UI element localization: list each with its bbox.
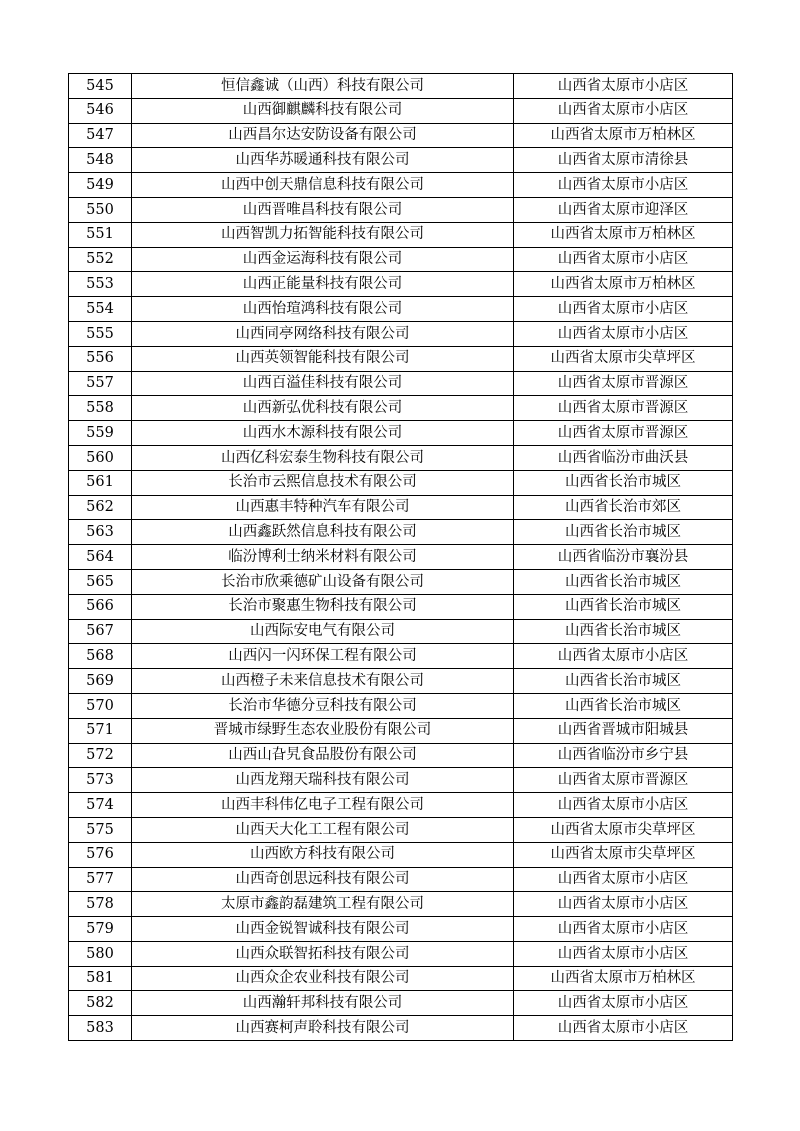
row-number: 564 xyxy=(69,545,132,570)
company-name: 山西昌尔达安防设备有限公司 xyxy=(132,123,514,148)
company-location: 山西省晋城市阳城县 xyxy=(514,718,733,743)
row-number: 579 xyxy=(69,917,132,942)
table-row xyxy=(69,545,733,570)
company-name: 长治市华德分豆科技有限公司 xyxy=(132,693,514,718)
row-number: 548 xyxy=(69,148,132,173)
company-location: 山西省长治市城区 xyxy=(514,520,733,545)
company-location: 山西省临汾市襄汾县 xyxy=(514,545,733,570)
table-row xyxy=(69,594,733,619)
table-row xyxy=(69,817,733,842)
row-number: 565 xyxy=(69,569,132,594)
company-location: 山西省太原市小店区 xyxy=(514,247,733,272)
table-row xyxy=(69,173,733,198)
company-location: 山西省太原市小店区 xyxy=(514,941,733,966)
row-number: 570 xyxy=(69,693,132,718)
table-row xyxy=(69,197,733,222)
row-number: 576 xyxy=(69,842,132,867)
row-number: 583 xyxy=(69,1016,132,1041)
row-number: 545 xyxy=(69,74,132,99)
row-number: 547 xyxy=(69,123,132,148)
company-name: 山西惠丰特种汽车有限公司 xyxy=(132,495,514,520)
company-name: 恒信鑫诚（山西）科技有限公司 xyxy=(132,74,514,99)
row-number: 561 xyxy=(69,470,132,495)
company-location: 山西省长治市郊区 xyxy=(514,495,733,520)
company-name: 山西鑫跃然信息科技有限公司 xyxy=(132,520,514,545)
company-location: 山西省太原市小店区 xyxy=(514,917,733,942)
company-location: 山西省太原市小店区 xyxy=(514,892,733,917)
company-name: 山西同亭网络科技有限公司 xyxy=(132,321,514,346)
table-row xyxy=(69,470,733,495)
company-name: 山西瀚轩邦科技有限公司 xyxy=(132,991,514,1016)
table-row xyxy=(69,445,733,470)
table-row xyxy=(69,396,733,421)
company-location: 山西省长治市城区 xyxy=(514,569,733,594)
table-row xyxy=(69,669,733,694)
row-number: 573 xyxy=(69,768,132,793)
company-location: 山西省长治市城区 xyxy=(514,619,733,644)
table-row xyxy=(69,247,733,272)
company-name: 山西欧方科技有限公司 xyxy=(132,842,514,867)
company-location: 山西省太原市清徐县 xyxy=(514,148,733,173)
table-row xyxy=(69,644,733,669)
row-number: 554 xyxy=(69,297,132,322)
company-name: 山西金锐智诚科技有限公司 xyxy=(132,917,514,942)
company-location: 山西省太原市小店区 xyxy=(514,867,733,892)
row-number: 578 xyxy=(69,892,132,917)
row-number: 549 xyxy=(69,173,132,198)
company-name: 山西智凯力拓智能科技有限公司 xyxy=(132,222,514,247)
company-name: 山西山旮旯食品股份有限公司 xyxy=(132,743,514,768)
table-row xyxy=(69,966,733,991)
table-row xyxy=(69,346,733,371)
table-row xyxy=(69,619,733,644)
company-name: 山西众企农业科技有限公司 xyxy=(132,966,514,991)
table-row xyxy=(69,941,733,966)
table-row xyxy=(69,520,733,545)
company-location: 山西省长治市城区 xyxy=(514,669,733,694)
table-row xyxy=(69,867,733,892)
company-name: 山西丰科伟亿电子工程有限公司 xyxy=(132,793,514,818)
row-number: 563 xyxy=(69,520,132,545)
company-location: 山西省长治市城区 xyxy=(514,594,733,619)
company-name: 山西英领智能科技有限公司 xyxy=(132,346,514,371)
company-location: 山西省太原市小店区 xyxy=(514,793,733,818)
table-row xyxy=(69,1016,733,1041)
company-table xyxy=(68,73,733,1041)
company-name: 山西赛柯声聆科技有限公司 xyxy=(132,1016,514,1041)
company-location: 山西省太原市万柏林区 xyxy=(514,123,733,148)
company-name: 山西金运海科技有限公司 xyxy=(132,247,514,272)
company-name: 山西御麒麟科技有限公司 xyxy=(132,98,514,123)
table-row xyxy=(69,222,733,247)
table-row xyxy=(69,793,733,818)
company-name: 太原市鑫韵磊建筑工程有限公司 xyxy=(132,892,514,917)
company-name: 山西众联智拓科技有限公司 xyxy=(132,941,514,966)
company-name: 山西天大化工工程有限公司 xyxy=(132,817,514,842)
row-number: 551 xyxy=(69,222,132,247)
company-location: 山西省太原市尖草坪区 xyxy=(514,346,733,371)
table-row xyxy=(69,74,733,99)
row-number: 571 xyxy=(69,718,132,743)
table-row xyxy=(69,693,733,718)
company-name: 山西水木源科技有限公司 xyxy=(132,421,514,446)
company-location: 山西省太原市小店区 xyxy=(514,74,733,99)
row-number: 577 xyxy=(69,867,132,892)
company-name: 山西龙翔天瑞科技有限公司 xyxy=(132,768,514,793)
table-row xyxy=(69,148,733,173)
table-row xyxy=(69,917,733,942)
table-row xyxy=(69,569,733,594)
row-number: 556 xyxy=(69,346,132,371)
company-name: 临汾博利士纳米材料有限公司 xyxy=(132,545,514,570)
company-name: 山西奇创思远科技有限公司 xyxy=(132,867,514,892)
table-row xyxy=(69,321,733,346)
company-location: 山西省临汾市曲沃县 xyxy=(514,445,733,470)
company-name: 长治市聚惠生物科技有限公司 xyxy=(132,594,514,619)
table-row xyxy=(69,371,733,396)
company-location: 山西省太原市晋源区 xyxy=(514,371,733,396)
row-number: 574 xyxy=(69,793,132,818)
company-location: 山西省太原市万柏林区 xyxy=(514,222,733,247)
table-row xyxy=(69,768,733,793)
company-name: 山西闪一闪环保工程有限公司 xyxy=(132,644,514,669)
company-location: 山西省太原市万柏林区 xyxy=(514,272,733,297)
row-number: 557 xyxy=(69,371,132,396)
company-name: 山西橙子未来信息技术有限公司 xyxy=(132,669,514,694)
table-row xyxy=(69,991,733,1016)
row-number: 560 xyxy=(69,445,132,470)
company-location: 山西省太原市小店区 xyxy=(514,321,733,346)
row-number: 559 xyxy=(69,421,132,446)
company-location: 山西省太原市晋源区 xyxy=(514,421,733,446)
row-number: 581 xyxy=(69,966,132,991)
row-number: 562 xyxy=(69,495,132,520)
row-number: 569 xyxy=(69,669,132,694)
table-row xyxy=(69,842,733,867)
company-name: 山西怡瑄鸿科技有限公司 xyxy=(132,297,514,322)
table-row xyxy=(69,123,733,148)
company-location: 山西省太原市晋源区 xyxy=(514,396,733,421)
table-row xyxy=(69,495,733,520)
table-row xyxy=(69,98,733,123)
company-location: 山西省太原市尖草坪区 xyxy=(514,842,733,867)
company-location: 山西省太原市小店区 xyxy=(514,173,733,198)
company-location: 山西省太原市万柏林区 xyxy=(514,966,733,991)
company-name: 山西晋唯昌科技有限公司 xyxy=(132,197,514,222)
row-number: 546 xyxy=(69,98,132,123)
company-location: 山西省太原市迎泽区 xyxy=(514,197,733,222)
company-name: 山西正能量科技有限公司 xyxy=(132,272,514,297)
company-location: 山西省太原市小店区 xyxy=(514,98,733,123)
table-row xyxy=(69,743,733,768)
company-location: 山西省太原市小店区 xyxy=(514,644,733,669)
company-location: 山西省太原市小店区 xyxy=(514,297,733,322)
company-name: 长治市云熙信息技术有限公司 xyxy=(132,470,514,495)
row-number: 572 xyxy=(69,743,132,768)
row-number: 558 xyxy=(69,396,132,421)
row-number: 566 xyxy=(69,594,132,619)
table-row xyxy=(69,272,733,297)
row-number: 575 xyxy=(69,817,132,842)
company-name: 山西华苏暖通科技有限公司 xyxy=(132,148,514,173)
company-name: 山西亿科宏泰生物科技有限公司 xyxy=(132,445,514,470)
company-location: 山西省临汾市乡宁县 xyxy=(514,743,733,768)
row-number: 567 xyxy=(69,619,132,644)
company-location: 山西省太原市小店区 xyxy=(514,991,733,1016)
company-name: 长治市欣乘德矿山设备有限公司 xyxy=(132,569,514,594)
table-row xyxy=(69,892,733,917)
table-row xyxy=(69,297,733,322)
company-name: 晋城市绿野生态农业股份有限公司 xyxy=(132,718,514,743)
row-number: 582 xyxy=(69,991,132,1016)
row-number: 550 xyxy=(69,197,132,222)
company-location: 山西省太原市尖草坪区 xyxy=(514,817,733,842)
company-name: 山西际安电气有限公司 xyxy=(132,619,514,644)
table-row xyxy=(69,421,733,446)
row-number: 553 xyxy=(69,272,132,297)
row-number: 552 xyxy=(69,247,132,272)
company-location: 山西省长治市城区 xyxy=(514,693,733,718)
company-location: 山西省长治市城区 xyxy=(514,470,733,495)
row-number: 555 xyxy=(69,321,132,346)
company-location: 山西省太原市小店区 xyxy=(514,1016,733,1041)
company-name: 山西新弘优科技有限公司 xyxy=(132,396,514,421)
company-name: 山西百溢佳科技有限公司 xyxy=(132,371,514,396)
row-number: 568 xyxy=(69,644,132,669)
company-location: 山西省太原市晋源区 xyxy=(514,768,733,793)
company-name: 山西中创天鼎信息科技有限公司 xyxy=(132,173,514,198)
company-table-body xyxy=(69,74,733,1041)
table-row xyxy=(69,718,733,743)
row-number: 580 xyxy=(69,941,132,966)
